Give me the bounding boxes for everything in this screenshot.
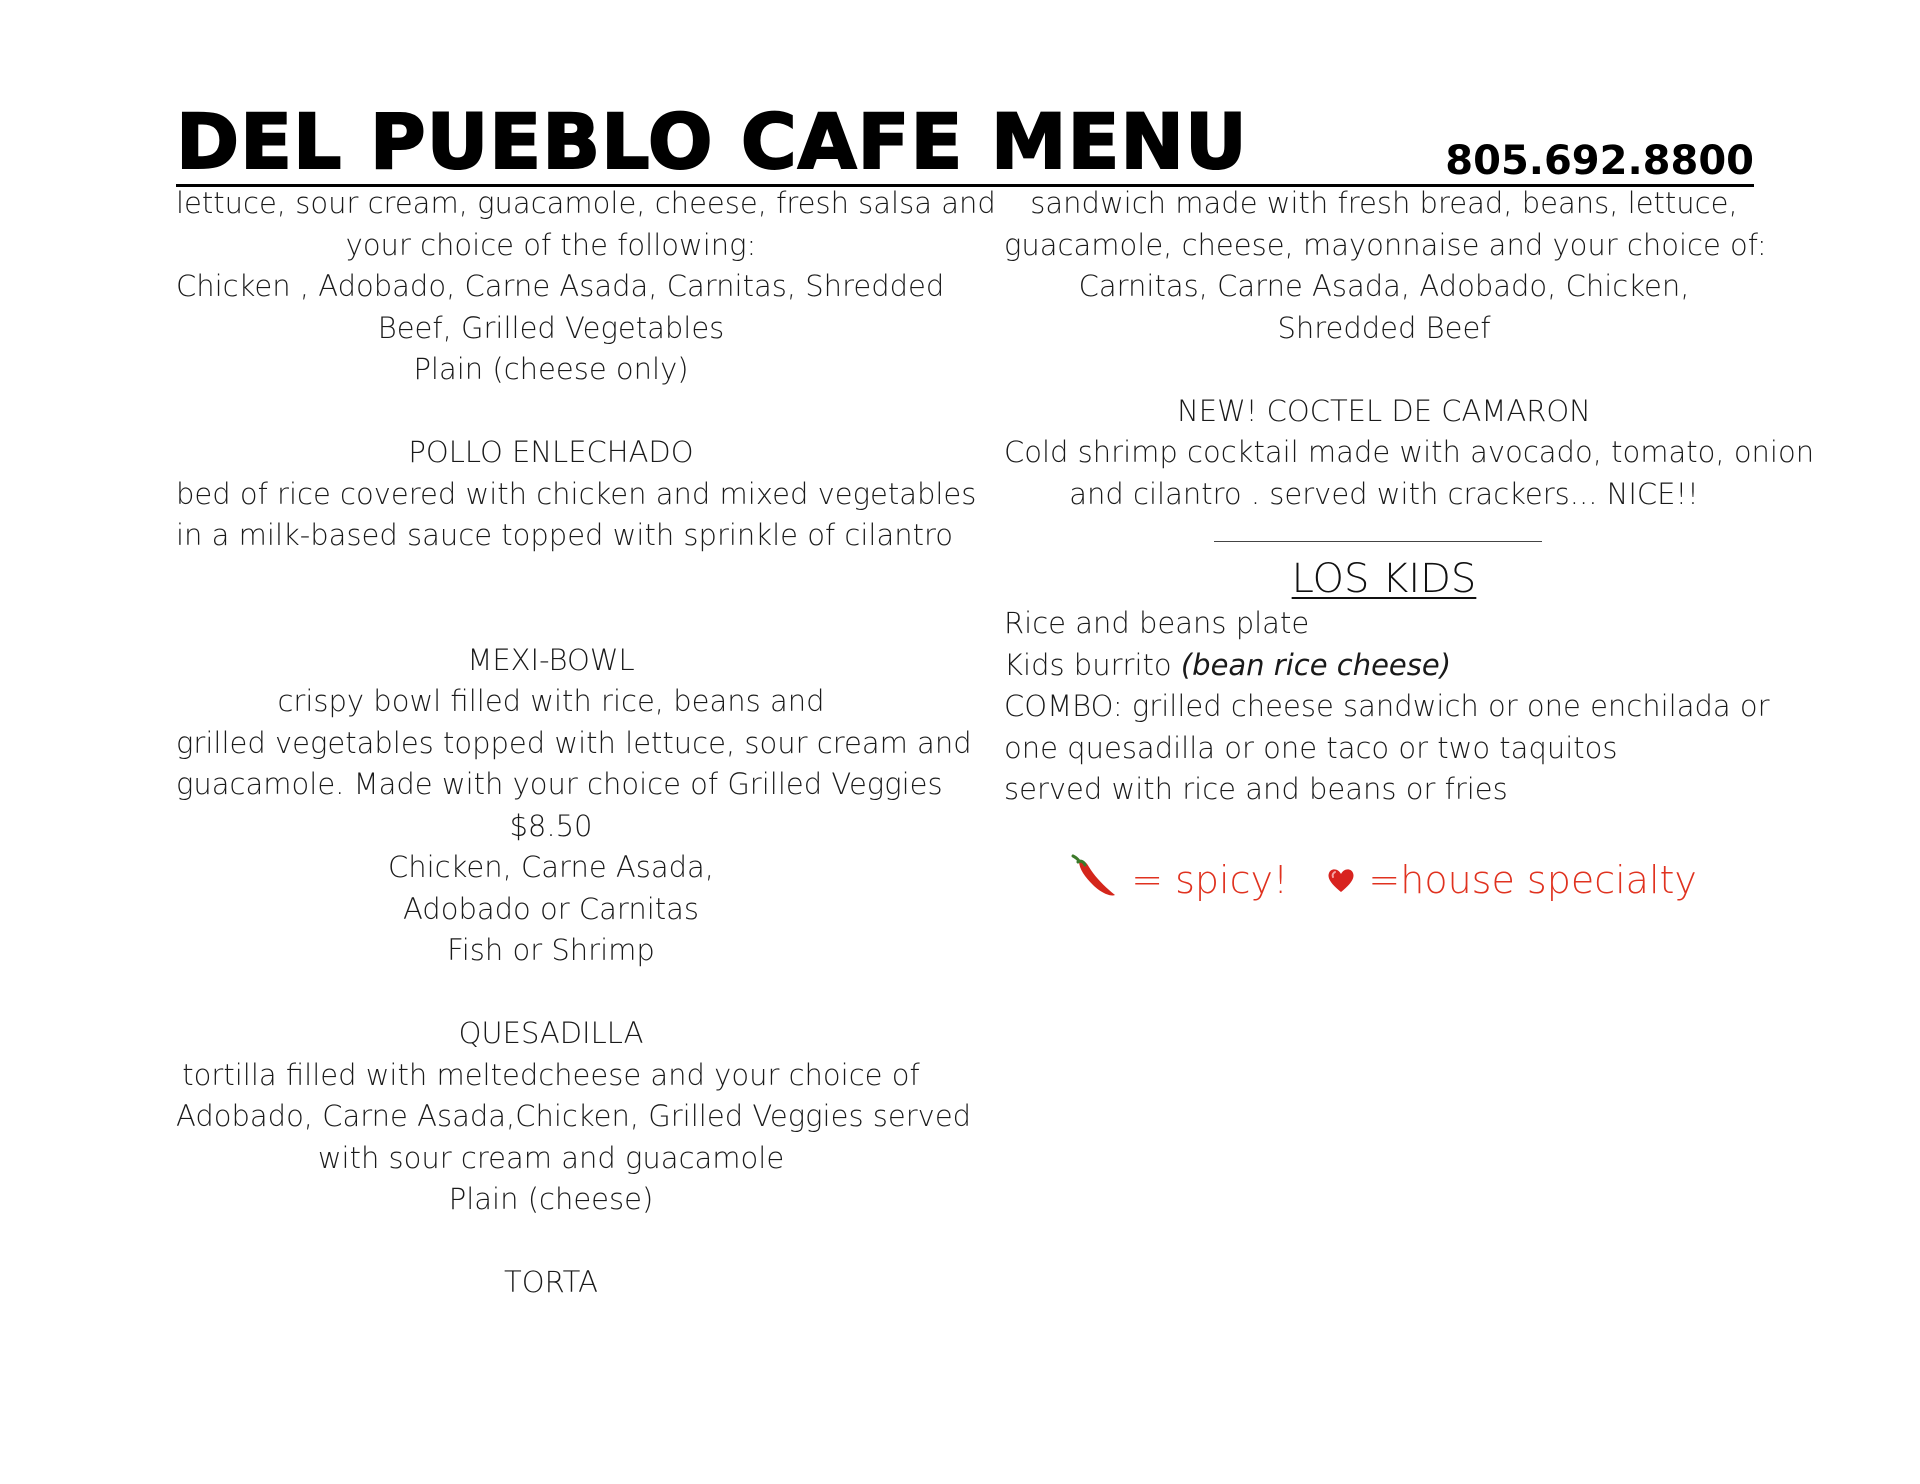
item-description-line: Plain (cheese) (448, 1182, 654, 1216)
heart-icon (1326, 858, 1356, 906)
item-description-line: Adobado or Carnitas (402, 891, 700, 926)
item-description-line: Cold shrimp cocktail made with avocado, tomato, onion (1004, 435, 1815, 469)
text-line: your choice of the following: (345, 227, 757, 262)
kids-item-burrito-name: Kids burrito (1004, 647, 1181, 682)
chili-pepper-icon (1071, 853, 1119, 912)
item-description-line: tortilla filled with meltedcheese and your choice of (182, 1057, 920, 1092)
kids-section-heading: LOS KIDS (1291, 556, 1477, 602)
item-description-line: grilled vegetables topped with lettuce, sour cream and (176, 725, 972, 760)
item-name: POLLO ENLECHADO (408, 435, 694, 469)
item-description-line: Fish or Shrimp (447, 933, 655, 967)
menu-item-torta (176, 1262, 926, 1304)
intro-description (176, 183, 996, 391)
spicy-label: = spicy! (1131, 857, 1289, 902)
phone-number: 805.692.8800 (1445, 138, 1754, 184)
kids-item-burrito-note: (bean rice cheese) (1180, 647, 1452, 682)
text-line: Plain (cheese only) (413, 352, 689, 386)
spacer (176, 1221, 926, 1263)
item-description-line: guacamole. Made with your choice of Grilled Veggies (176, 767, 943, 801)
item-name: TORTA (504, 1265, 598, 1299)
item-description-line: with sour cream and guacamole (317, 1140, 785, 1175)
section-divider (1004, 515, 1764, 555)
spacer (1004, 349, 1764, 391)
item-name: MEXI-BOWL (467, 642, 635, 677)
kids-combo-line: COMBO: grilled cheese sandwich or one enchilada or (1004, 689, 1770, 723)
intro-description (1004, 183, 1767, 349)
item-name: NEW! COCTEL DE CAMARON (1177, 393, 1591, 428)
menu-item-coctel-de-camaron (1004, 391, 1815, 516)
text-line: Beef, Grilled Vegetables (377, 310, 725, 345)
text-line: lettuce, sour cream, guacamole, cheese, fresh salsa and (176, 186, 996, 220)
kids-item-burrito (1004, 645, 1764, 687)
text-line: Carnitas, Carne Asada, Adobado, Chicken, (1078, 269, 1690, 303)
item-description-line: and cilantro . served with crackers... NICE!! (1069, 476, 1699, 511)
menu-item-quesadilla (176, 1013, 972, 1221)
text-line: sandwich made with fresh bread, beans, lettuce, (1030, 186, 1738, 220)
text-line: Shredded Beef (1277, 310, 1491, 345)
house-specialty-label: =house specialty (1368, 857, 1697, 902)
text-line: guacamole, cheese, mayonnaise and your choice of: (1004, 227, 1767, 262)
item-description-line: crispy bowl filled with rice, beans and (277, 684, 825, 718)
spacer (176, 972, 926, 1014)
item-description-line: Adobado, Carne Asada,Chicken, Grilled Veggies served (176, 1099, 972, 1133)
menu-title: DEL PUEBLO CAFE MENU (176, 97, 1248, 186)
item-price: $8.50 (509, 808, 593, 843)
menu-header (176, 97, 1754, 187)
kids-item-rice-beans: Rice and beans plate (1004, 606, 1310, 640)
spacer (176, 391, 926, 433)
item-name: QUESADILLA (458, 1016, 644, 1050)
item-description-line: Chicken, Carne Asada, (387, 850, 715, 884)
kids-menu-list (1004, 603, 1770, 811)
left-column (176, 183, 996, 1304)
legend (1004, 853, 1764, 912)
item-description-line: bed of rice covered with chicken and mixed vegetables (176, 476, 977, 511)
text-line: Chicken , Adobado, Carne Asada, Carnitas, Shredded (176, 269, 945, 303)
menu-item-pollo-enlechado (176, 432, 977, 557)
kids-combo-line: served with rice and beans or fries (1004, 772, 1508, 806)
menu-item-mexi-bowl (176, 640, 972, 972)
spacer (176, 557, 926, 640)
right-column (1004, 183, 1815, 912)
divider-line (1214, 541, 1542, 542)
item-description-line: in a milk-based sauce topped with sprinkle of cilantro (176, 518, 953, 552)
kids-combo-line: one quesadilla or one taco or two taquitos (1004, 730, 1618, 765)
